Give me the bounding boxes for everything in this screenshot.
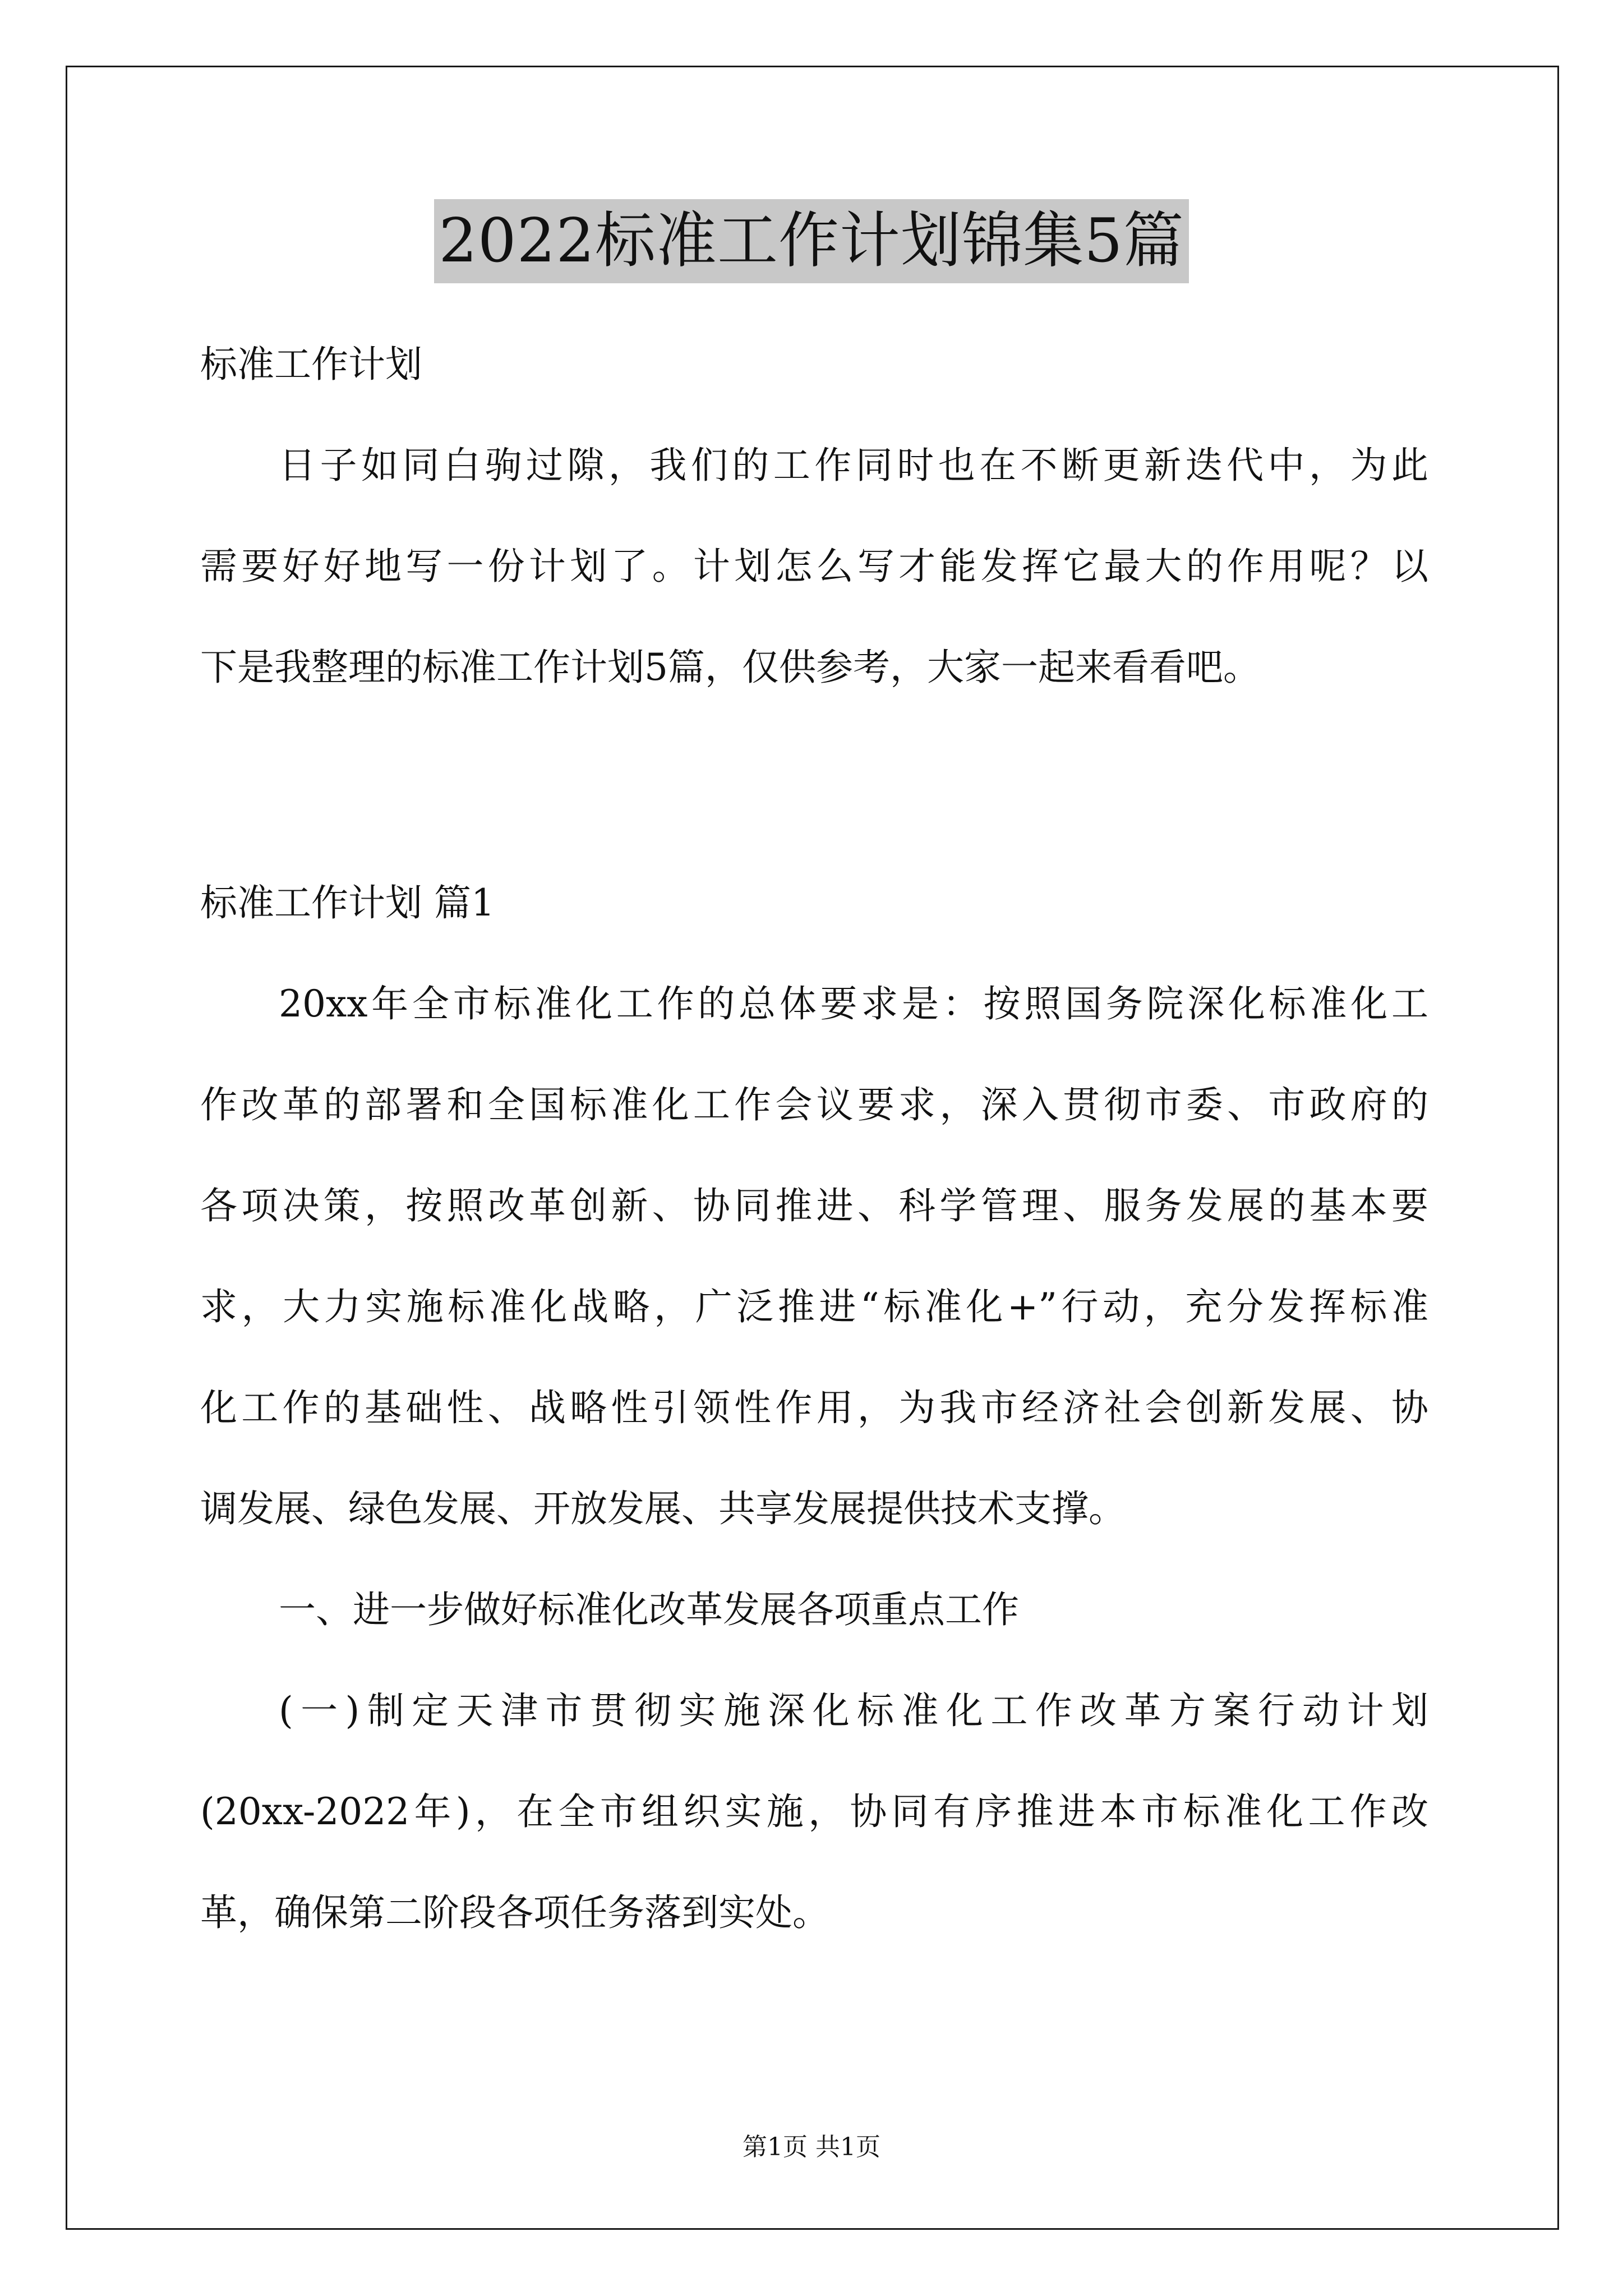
- part1-para1-line-4: 求，大力实施标准化战略，广泛推进“标准化+”行动，充分发挥标准: [200, 1285, 1428, 1328]
- section-heading: 标准工作计划: [200, 343, 422, 386]
- page-footer: 第1页 共1页: [743, 2133, 880, 2161]
- part1-sub1-line-1: (一)制定天津市贯彻实施深化标准化工作改革方案行动计划: [279, 1689, 1428, 1732]
- intro-line-1: 日子如同白驹过隙，我们的工作同时也在不断更新迭代中，为此: [279, 444, 1428, 487]
- document-title: 2022标准工作计划锦集5篇: [434, 199, 1189, 283]
- part1-para1-line-5: 化工作的基础性、战略性引领性作用，为我市经济社会创新发展、协: [200, 1386, 1428, 1429]
- part1-point1: 一、进一步做好标准化改革发展各项重点工作: [279, 1588, 1019, 1631]
- title-wrap: [0, 199, 1623, 283]
- part1-para1-line-2: 作改革的部署和全国标准化工作会议要求，深入贯彻市委、市政府的: [200, 1083, 1428, 1126]
- intro-line-2: 需要好好地写一份计划了。计划怎么写才能发挥它最大的作用呢？以: [200, 545, 1428, 588]
- part1-para1-line-1: 20xx年全市标准化工作的总体要求是：按照国务院深化标准化工: [279, 982, 1428, 1025]
- part1-sub1-line-3: 革，确保第二阶段各项任务落到实处。: [200, 1891, 829, 1934]
- part1-para1-line-3: 各项决策，按照改革创新、协同推进、科学管理、服务发展的基本要: [200, 1184, 1428, 1227]
- intro-line-3: 下是我整理的标准工作计划5篇，仅供参考，大家一起来看看吧。: [200, 646, 1260, 689]
- part1-para1-line-6: 调发展、绿色发展、开放发展、共享发展提供技术支撑。: [200, 1487, 1126, 1530]
- part1-heading: 标准工作计划 篇1: [200, 881, 495, 924]
- part1-sub1-line-2: (20xx-2022年)，在全市组织实施，协同有序推进本市标准化工作改: [200, 1790, 1428, 1833]
